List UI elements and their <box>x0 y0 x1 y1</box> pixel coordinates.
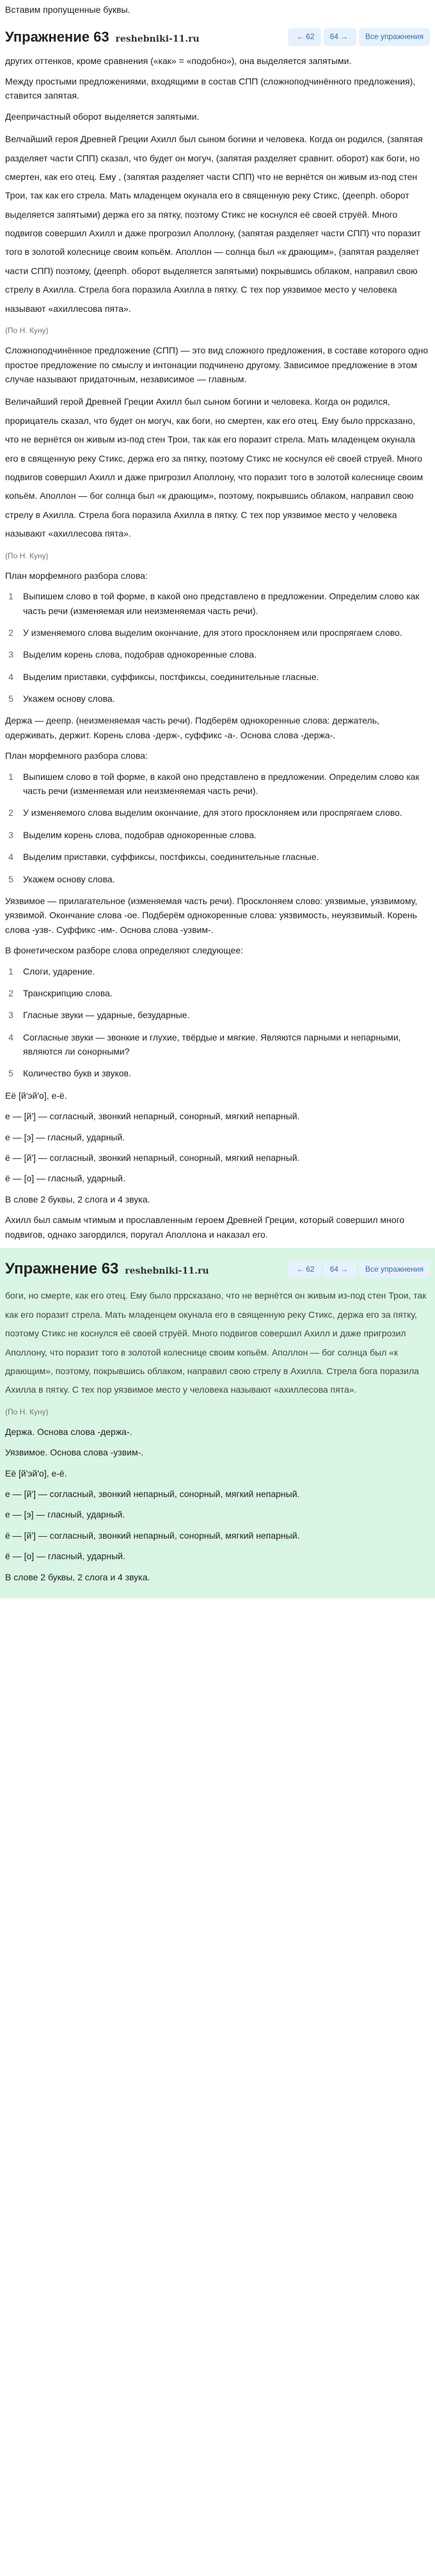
exercise-header <box>5 1253 430 1285</box>
plan-title: План морфемного разбора слова: <box>5 570 148 581</box>
phonetic-line: ё — [о] — гласный, ударный. <box>5 1173 125 1184</box>
plan-list <box>5 589 430 706</box>
intro-text: Вставим пропущенные буквы. <box>5 4 130 15</box>
arrow-right-icon: → <box>340 1264 348 1274</box>
list-item: 5 Укажем основу слова. <box>8 873 115 884</box>
answer-line: Её [й'эй'о], е-ё. <box>5 1468 67 1478</box>
exercise-title: Упражнение 63 <box>5 1260 119 1277</box>
list-item: 2 У изменяемого слова выделим окончание, для этого просклоняем или проспрягаем слово. <box>8 627 402 638</box>
next-exercise-button[interactable]: 64 → <box>324 28 356 45</box>
list-item: 1 Выпишем слово в той форме, в какой оно представлено в предложении. Определим слово как часть речи (изменяемая или неизменяемая часть речи). <box>8 591 420 616</box>
phonetic-line: ё — [й'] — согласный, звонкий непарный, сонорный, мягкий непарный. <box>5 1153 300 1163</box>
list-item: 4 Согласные звуки — звонкие и глухие, твёрдые и мягкие. Являются парными и непарными, являются ли сонорными? <box>8 1032 401 1057</box>
answer-line: Уязвимое. Основа слова -узвим-. <box>5 1447 144 1458</box>
phonetic-line: Её [й'эй'о], е-ё. <box>5 1090 67 1101</box>
next-exercise-button[interactable]: 64 → <box>324 1261 356 1278</box>
all-exercises-button[interactable]: Все упражнения <box>359 28 430 45</box>
plan-list <box>5 770 430 886</box>
paragraph: Сложноподчинённое предложение (СПП) — это вид сложного предложения, в составе которого одно простое предложение по смыслу и интонации подчинено другому. Зависимое предложение в этом случае называют придаточным, независимое — главным. <box>5 345 429 385</box>
source-note: (По Н. Куну) <box>5 1407 49 1416</box>
prev-exercise-button[interactable]: ← 62 <box>288 1261 320 1278</box>
answer-text: боги, но смерте, как его отец. Ему было прpсказано, что не вернётся он живым из-под стен Трои, так как его поразит стрела. Мать младенцем окунала его в священную реку Стикс, держа его за пятку, поэтому Стикс не коснулся её своей струёй. Много подвигов совершил Ахилл и даже пригрозил Аполлону, что поразит того в золотой колеснице своим копьём. Аполлон — бог солнца был «к драющим», поэтому, покрывшись облаком, направил свою стрелу в Ахилла. Стрела бога поразила Ахилла в пятку. С тех пор уязвимое место у человека называют «ахиллесова пята». <box>5 1290 427 1395</box>
list-item: 5 Укажем основу слова. <box>8 693 115 704</box>
phonetic-line: е — [й'] — согласный, звонкий непарный, сонорный, мягкий непарный. <box>5 1111 300 1122</box>
exercise-header <box>5 22 430 52</box>
list-item: 2 У изменяемого слова выделим окончание, для этого просклоняем или проспрягаем слово. <box>8 807 402 818</box>
list-item: 1 Слоги, ударение. <box>8 966 95 976</box>
list-item: 3 Выделим корень слова, подобрав однокоренные слова. <box>8 649 257 660</box>
phonetic-line: е — [э] — гласный, ударный. <box>5 1131 125 1142</box>
all-exercises-button[interactable]: Все упражнения <box>359 1261 430 1278</box>
arrow-left-icon: ← <box>296 1264 304 1274</box>
answer-line: е — [й'] — согласный, звонкий непарный, сонорный, мягкий непарный. <box>5 1489 300 1500</box>
morpheme-analysis: Держа — деепр. (неизменяемая часть речи). Подберём однокоренные слова: держатель, одерживать, держит. Корень слова -держ-, суффикс -а-. Основа слова -держа-. <box>5 715 379 740</box>
conclusion: Ахилл был самым чтимым и прославленным героем Древней Греции, который совершил много подвигов, однако загордился, поругал Аполлона и наказал его. <box>5 1215 405 1240</box>
corrected-text: Величайший герой Древней Греции Ахилл был сыном богини и человека. Когда он родился, прорицатель сказал, что будет он могуч, как боги, но смертен, как его отец. Ему было прpсказано, что не вернётся он живым из-под стен Трои, так как его поразит стрела. Мать младенцем окунала его в священную реку Стикс, держа его за пятку, поэтому Стикс не коснулся её своей струей. Много подвигов совершил Ахилл и даже пригрозил Аполлону, что поразит того в золотой колеснице своим копьём. Аполлон — бог солнца был «к драющим», поэтому, покрывшись облаком, направил свою стрелу в Ахилла. Стрела бога поразила Ахилла в пятку. С тех пор уязвимое место у человека называют «ахиллесова пята». <box>5 396 423 539</box>
paragraph: Между простыми предложениями, входящими в состав СПП (сложноподчинённого предложения), ставится запятая. <box>5 76 416 101</box>
arrow-left-icon: ← <box>296 32 304 42</box>
plan-title: План морфемного разбора слова: <box>5 750 148 761</box>
paragraph: Деепричастный оборот выделяется запятыми. <box>5 111 200 122</box>
prev-exercise-button[interactable]: ← 62 <box>288 28 320 45</box>
source-note: (По Н. Куну) <box>5 326 49 336</box>
exercise-title: Упражнение 63 <box>5 29 109 45</box>
morpheme-analysis: Уязвимое — прилагательное (изменяемая часть речи). Просклоняем слово: уязвимые, уязвимому, уязвимой. Окончание слова -ое. Подберём однокоренные слова: уязвимость, неуязвимый. Корень слова -узв-. Суффикс -им-. Основа слова -узвим-. <box>5 895 418 935</box>
phonetic-list <box>5 964 430 1081</box>
list-item: 2 Транскрипцию слова. <box>8 987 113 998</box>
annotated-text: Велчайший героя Древней Греции Ахилл был сыном богини и человека. Когда он родился, (запятая разделяет части СПП) сказал, что будет он могуч, (запятая разделяет сравнит. оборот) как боги, но смертен, как его отец. Ему , (запятая разделяет части СПП) что не вернётся он живым из-под стен Трои, так как его стрела. Мать младенцем окунала его в священную реку Стикс, (деепрh. оборот выделяется запятыми) держа его за пятку, поэтому Стикс не коснулся её своей струёй. Много подвигов совершил Ахилл и даже прогрозил Аполлону, (запятая разделяет части СПП) что поразит того в золотой колеснице своим копьём. Аполлон — солнца был «к драющим», (запятая разделяет части СПП) поэтому, (деепрh. оборот выделяется запятыми) покрывшись облаком, направил свою стрелу в Ахилла. Стрела бога поразила Ахилла в пятку. С тех пор уязвимое место у человека называют «ахиллесова пята». <box>5 134 423 314</box>
arrow-right-icon: → <box>340 32 348 42</box>
list-item: 1 Выпишем слово в той форме, в какой оно представлено в предложении. Определим слово как часть речи (изменяемая или неизменяемая часть речи). <box>8 771 420 797</box>
exercise-nav <box>288 28 430 45</box>
phonetic-title: В фонетическом разборе слова определяют следующее: <box>5 945 243 956</box>
paragraph: других оттенков, кроме сравнения («как» = «подобно»), она выделяется запятыми. <box>5 55 352 66</box>
source-note: (По Н. Куну) <box>5 551 49 560</box>
watermark: reshebniki-11.ru <box>115 34 200 45</box>
answer-preview <box>0 1248 435 1598</box>
answer-line: ё — [й'] — согласный, звонкий непарный, сонорный, мягкий непарный. <box>5 1530 300 1541</box>
list-item: 4 Выделим приставки, суффиксы, постфиксы, соединительные гласные. <box>8 671 319 682</box>
answer-line: Держа. Основа слова -держа-. <box>5 1426 132 1437</box>
list-item: 5 Количество букв и звуков. <box>8 1068 131 1079</box>
answer-line: В слове 2 буквы, 2 слога и 4 звука. <box>5 1571 150 1582</box>
list-item: 3 Гласные звуки — ударные, безударные. <box>8 1010 190 1021</box>
list-item: 4 Выделим приставки, суффиксы, постфиксы, соединительные гласные. <box>8 852 319 863</box>
list-item: 3 Выделим корень слова, подобрав однокоренные слова. <box>8 829 257 840</box>
exercise-nav <box>288 1261 430 1278</box>
answer-line: ё — [о] — гласный, ударный. <box>5 1551 125 1562</box>
phonetic-line: В слове 2 буквы, 2 слога и 4 звука. <box>5 1194 150 1204</box>
answer-line: е — [э] — гласный, ударный. <box>5 1509 125 1520</box>
watermark: reshebniki-11.ru <box>125 1266 209 1276</box>
